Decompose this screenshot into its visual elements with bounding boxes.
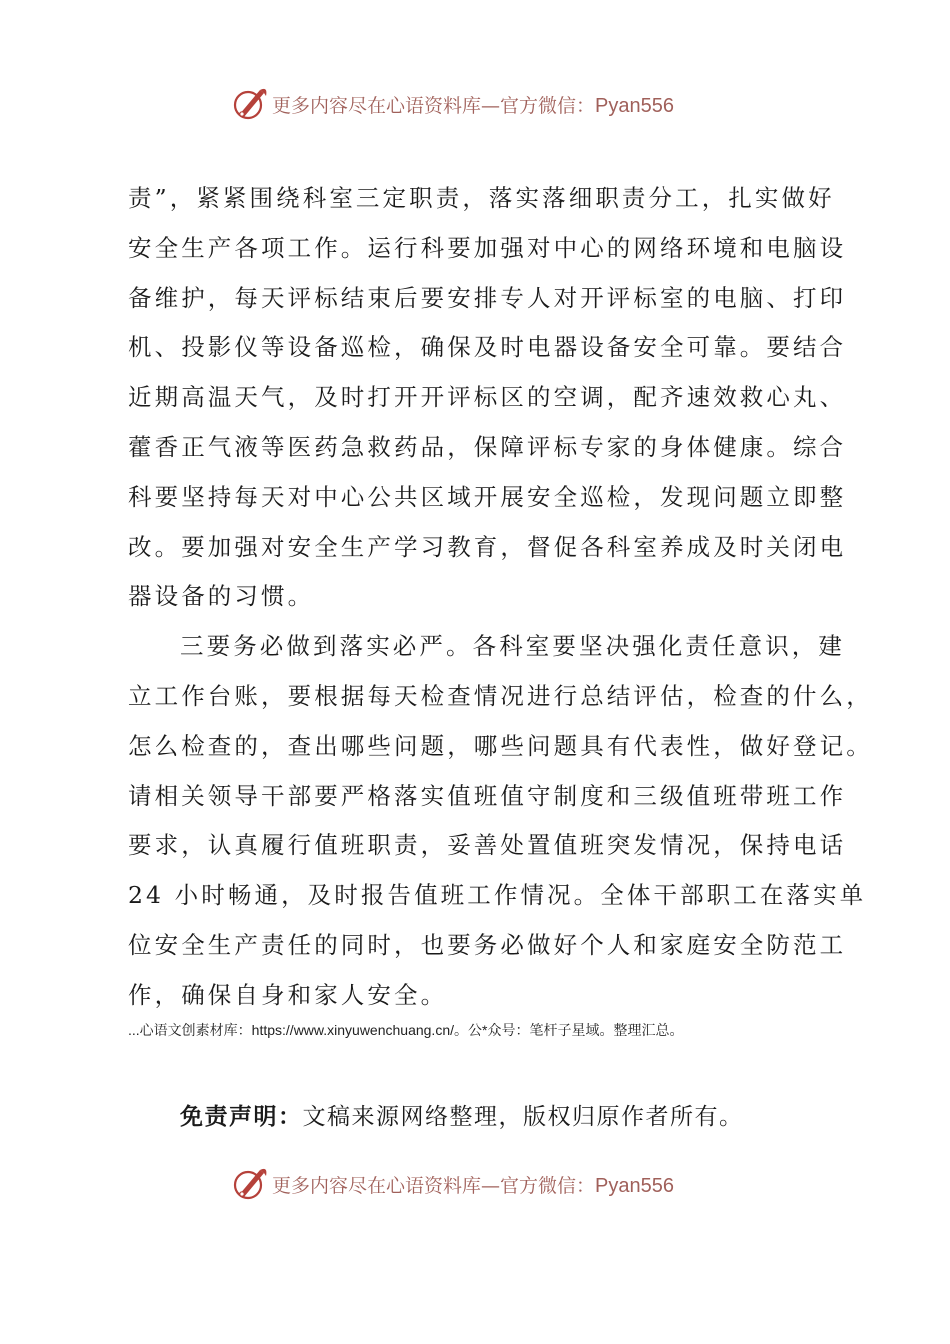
paragraph1-line: 藿香正气液等医药急救药品，保障评标专家的身体健康。综合: [128, 432, 847, 461]
paragraph1-line: 科要坚持每天对中心公共区域开展安全巡检，发现问题立即整: [128, 482, 847, 511]
paragraph1-line: 器设备的习惯。: [128, 582, 315, 611]
header-banner-text: 更多内容尽在心语资料库—官方微信：Pyan556: [272, 94, 674, 117]
paragraph2-line: 作，确保自身和家人安全。: [128, 980, 448, 1009]
paragraph1-line: 安全生产各项工作。运行科要加强对中心的网络环境和电脑设: [128, 233, 847, 262]
paragraph1-line: 机、投影仪等设备巡检，确保及时电器设备安全可靠。要结合: [128, 333, 847, 362]
footer-wechat-id: Pyan556: [595, 1174, 674, 1197]
footer-banner: [230, 1162, 750, 1206]
source-note: ...心语文创素材库：https://www.xinyuwenchuang.cn/。公*众号：笔杆子星域。整理汇总。: [128, 1022, 684, 1038]
paragraph1-line: 备维护，每天评标结束后要安排专人对开评标室的电脑、打印: [128, 283, 847, 312]
disclaimer-text: 文稿来源网络整理，版权归原作者所有。: [302, 1104, 744, 1130]
quill-pen-logo-icon: [230, 1164, 270, 1204]
paragraph2-line: 位安全生产责任的同时，也要务必做好个人和家庭安全防范工: [128, 930, 847, 959]
disclaimer: [180, 1098, 744, 1131]
paragraph1-line: 改。要加强对安全生产学习教育，督促各科室养成及时关闭电: [128, 532, 847, 561]
paragraph2-line: 三要务必做到落实必严。各科室要坚决强化责任意识，建: [180, 632, 845, 661]
disclaimer-label: 免责声明：: [180, 1104, 303, 1130]
paragraph2-line: 要求，认真履行值班职责，妥善处置值班突发情况，保持电话: [128, 831, 847, 860]
body-text: [128, 174, 873, 1021]
paragraph2-line: 24 小时畅通，及时报告值班工作情况。全体干部职工在落实单: [128, 881, 867, 910]
paragraph1-line: 近期高温天气，及时打开开评标区的空调，配齐速效救心丸、: [128, 383, 847, 412]
quill-pen-logo-icon: [230, 84, 270, 124]
paragraph2-line: 立工作台账，要根据每天检查情况进行总结评估，检查的什么，: [128, 681, 873, 710]
header-wechat-id: Pyan556: [595, 94, 674, 117]
paragraph2-line: 怎么检查的，查出哪些问题，哪些问题具有代表性，做好登记。: [128, 731, 873, 760]
paragraph1-line: 责”，紧紧围绕科室三定职责，落实落细职责分工，扎实做好: [128, 184, 835, 212]
footer-banner-text: 更多内容尽在心语资料库—官方微信：Pyan556: [272, 1174, 674, 1197]
header-banner: [230, 82, 750, 126]
paragraph2-line: 请相关领导干部要严格落实值班值守制度和三级值班带班工作: [128, 781, 847, 810]
